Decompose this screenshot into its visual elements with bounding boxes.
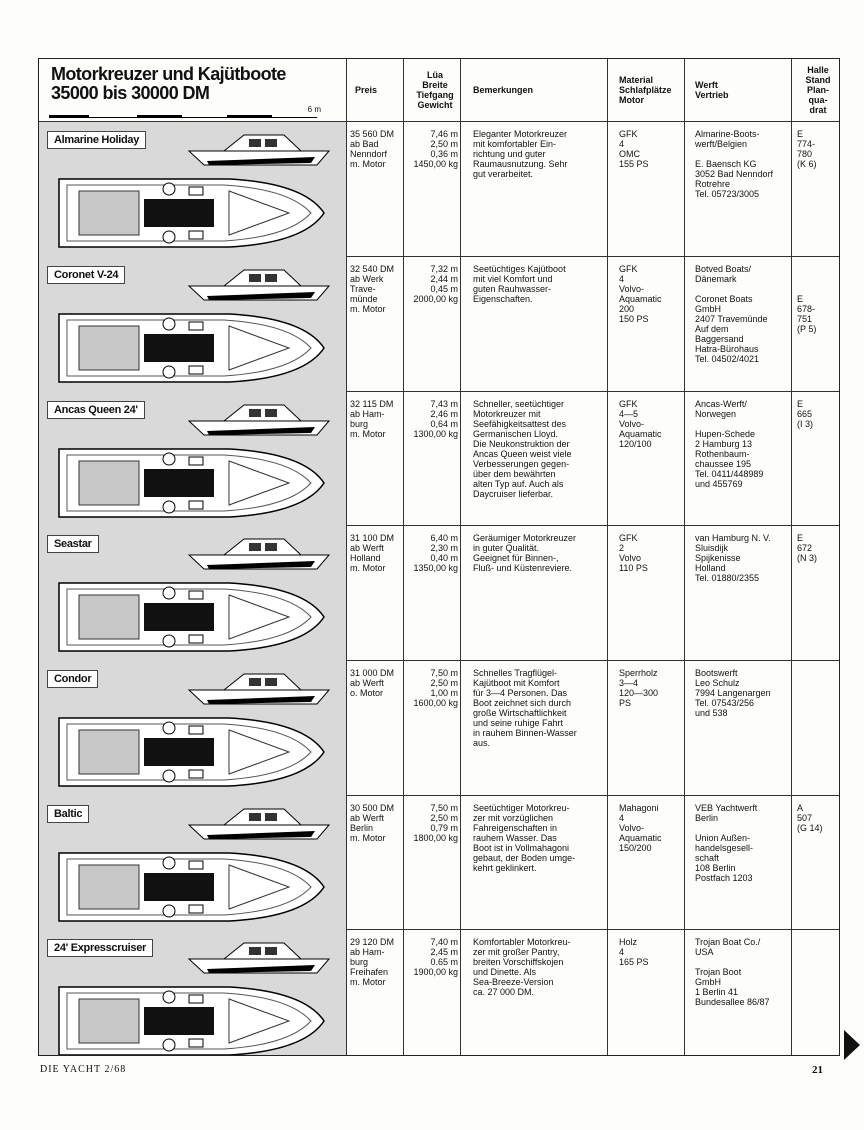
cell-material: Mahagoni 4 Volvo- Aquamatic 150/200 [619,803,662,853]
column-divider [346,59,347,1055]
cell-werft: Botved Boats/ Dänemark Coronet Boats GmbH 2407 Travemünde Auf dem Baggersand Hatra-Bürohaus Tel. 04502/4021 [695,264,768,364]
cell-material: GFK 4—5 Volvo- Aquamatic 120/100 [619,399,662,449]
cell-bemerkungen: Schnelles Tragflügel- Kajütboot mit Komfort für 3—4 Personen. Das Boot zeichnet sich durch große Wirtschaftlichkeit und seine ruhige Fahrt in rauhem Binnen-Wasser aus. [473,668,577,748]
title-line-1: Motorkreuzer und Kajütboote [51,64,286,84]
boat-row [39,391,839,525]
boat-row [39,660,839,795]
cell-werft: Trojan Boat Co./ USA Trojan Boot GmbH 1 Berlin 41 Bundesallee 86/87 [695,937,770,1007]
cell-material: GFK 4 OMC 155 PS [619,129,649,169]
cell-preis: 30 500 DM ab Werft Berlin m. Motor [350,803,395,843]
header-divider [39,121,839,122]
cell-preis: 32 540 DM ab Werk Trave- münde m. Motor [350,264,395,314]
cell-preis: 29 120 DM ab Ham- burg Freihafen m. Motor [350,937,395,987]
column-divider [684,59,685,1055]
cell-bemerkungen: Schneller, seetüchtiger Motorkreuzer mit Seefähigkeitsattest des Germanischen Lloyd. Die Neukonstruktion der Ancas Queen weist viele Verbesserungen gegen- über dem bewährten alten Typ auf. Auch als Daycruiser lieferbar. [473,399,572,499]
cell-material: Holz 4 165 PS [619,937,649,967]
cell-bemerkungen: Seetüchtiges Kajütboot mit viel Komfort und guten Rauhwasser- Eigenschaften. [473,264,566,304]
column-divider [607,59,608,1055]
boat-picture [39,525,346,660]
cell-werft: Ancas-Werft/ Norwegen Hupen-Schede 2 Hamburg 13 Rothenbaum- chaussee 195 Tel. 0411/448989 und 455769 [695,399,764,489]
cell-werft: Bootswerft Leo Schulz 7994 Langenargen Tel. 07543/256 und 538 [695,668,771,718]
boat-picture [39,929,346,1055]
page-title [51,65,286,103]
header-halle: Halle Stand Plan- qua- drat [805,65,831,115]
cell-masse: 7,50 m 2,50 m 0,79 m 1800,00 kg [413,803,458,843]
cell-preis: 35 560 DM ab Bad Nenndorf m. Motor [350,129,395,169]
cell-masse: 6,40 m 2,30 m 0,40 m 1350,00 kg [413,533,458,573]
boat-picture [39,391,346,525]
header-werft: Werft Vertrieb [695,80,729,100]
boat-row [39,121,839,256]
boat-name: 24' Expresscruiser [47,939,153,957]
header-masse: Lüa Breite Tiefgang Gewicht [416,70,454,110]
scale-label: 6 m [307,105,321,114]
boat-row [39,929,839,1055]
cell-halle: E 672 (N 3) [797,533,817,563]
boat-name: Seastar [47,535,99,553]
cell-masse: 7,50 m 2,50 m 1,00 m 1600,00 kg [413,668,458,708]
cell-preis: 32 115 DM ab Ham- burg m. Motor [350,399,394,439]
boat-row [39,795,839,929]
scale-ruler [49,105,321,121]
header-bemerkungen: Bemerkungen [473,85,534,95]
boat-picture [39,660,346,795]
cell-material: GFK 4 Volvo- Aquamatic 200 150 PS [619,264,662,324]
column-divider [460,59,461,1055]
cell-bemerkungen: Eleganter Motorkreuzer mit komfortabler Ein- richtung und guter Raumausnutzung. Sehr gut verarbeitet. [473,129,568,179]
column-divider [403,59,404,1055]
cell-bemerkungen: Komfortabler Motorkreu- zer mit großer Pantry, breiten Vorschiffskojen und Dinette. Als Sea-Breeze-Version ca. 27 000 DM. [473,937,571,997]
cell-werft: van Hamburg N. V. Sluisdijk Spijkenisse Holland Tel. 01880/2355 [695,533,771,583]
title-block [39,59,346,121]
cell-halle: E 665 (I 3) [797,399,814,429]
next-page-arrow-icon[interactable] [842,1030,862,1060]
boat-picture [39,256,346,391]
boat-name: Condor [47,670,98,688]
cell-masse: 7,43 m 2,46 m 0,64 m 1300,00 kg [413,399,458,439]
boat-row [39,525,839,660]
boat-name: Coronet V-24 [47,266,125,284]
cell-masse: 7,40 m 2,45 m 0.65 m 1900,00 kg [413,937,458,977]
page-number: 21 [812,1064,823,1076]
cell-masse: 7,46 m 2,50 m 0,36 m 1450,00 kg [413,129,458,169]
magazine-issue: DIE YACHT 2/68 [40,1064,127,1075]
cell-halle: A 507 (G 14) [797,803,823,833]
column-divider [791,59,792,1055]
cell-halle: E 678- 751 (P 5) [797,294,817,334]
cell-werft: VEB Yachtwerft Berlin Union Außen- handelsgesell- schaft 108 Berlin Postfach 1203 [695,803,758,883]
boat-name: Baltic [47,805,89,823]
header-preis: Preis [355,85,378,95]
boat-table [38,58,840,1056]
cell-werft: Almarine-Boots- werft/Belgien E. Baensch KG 3052 Bad Nenndorf Rotrehre Tel. 05723/3005 [695,129,774,199]
cell-material: GFK 2 Volvo 110 PS [619,533,648,573]
cell-halle: E 774- 780 (K 6) [797,129,817,169]
cell-material: Sperrholz 3—4 120—300 PS [619,668,659,708]
boat-name: Almarine Holiday [47,131,146,149]
boat-picture [39,795,346,929]
boat-name: Ancas Queen 24' [47,401,145,419]
title-line-2: 35000 bis 30000 DM [51,83,210,103]
cell-bemerkungen: Geräumiger Motorkreuzer in guter Qualität. Geeignet für Binnen-, Fluß- und Küstenreviere. [473,533,577,573]
boat-row [39,256,839,391]
cell-masse: 7,32 m 2,44 m 0,45 m 2000,00 kg [413,264,458,304]
cell-preis: 31 000 DM ab Werft o. Motor [350,668,395,698]
cell-bemerkungen: Seetüchtiger Motorkreu- zer mit vorzüglichen Fahreigenschaften in rauhem Wasser. Das Boot ist in Vollmahagoni gebaut, der Boden umge- kehrt geklinkert. [473,803,576,873]
header-material: Material Schlafplätze Motor [619,75,672,105]
cell-preis: 31 100 DM ab Werft Holland m. Motor [350,533,395,573]
boat-picture [39,121,346,256]
